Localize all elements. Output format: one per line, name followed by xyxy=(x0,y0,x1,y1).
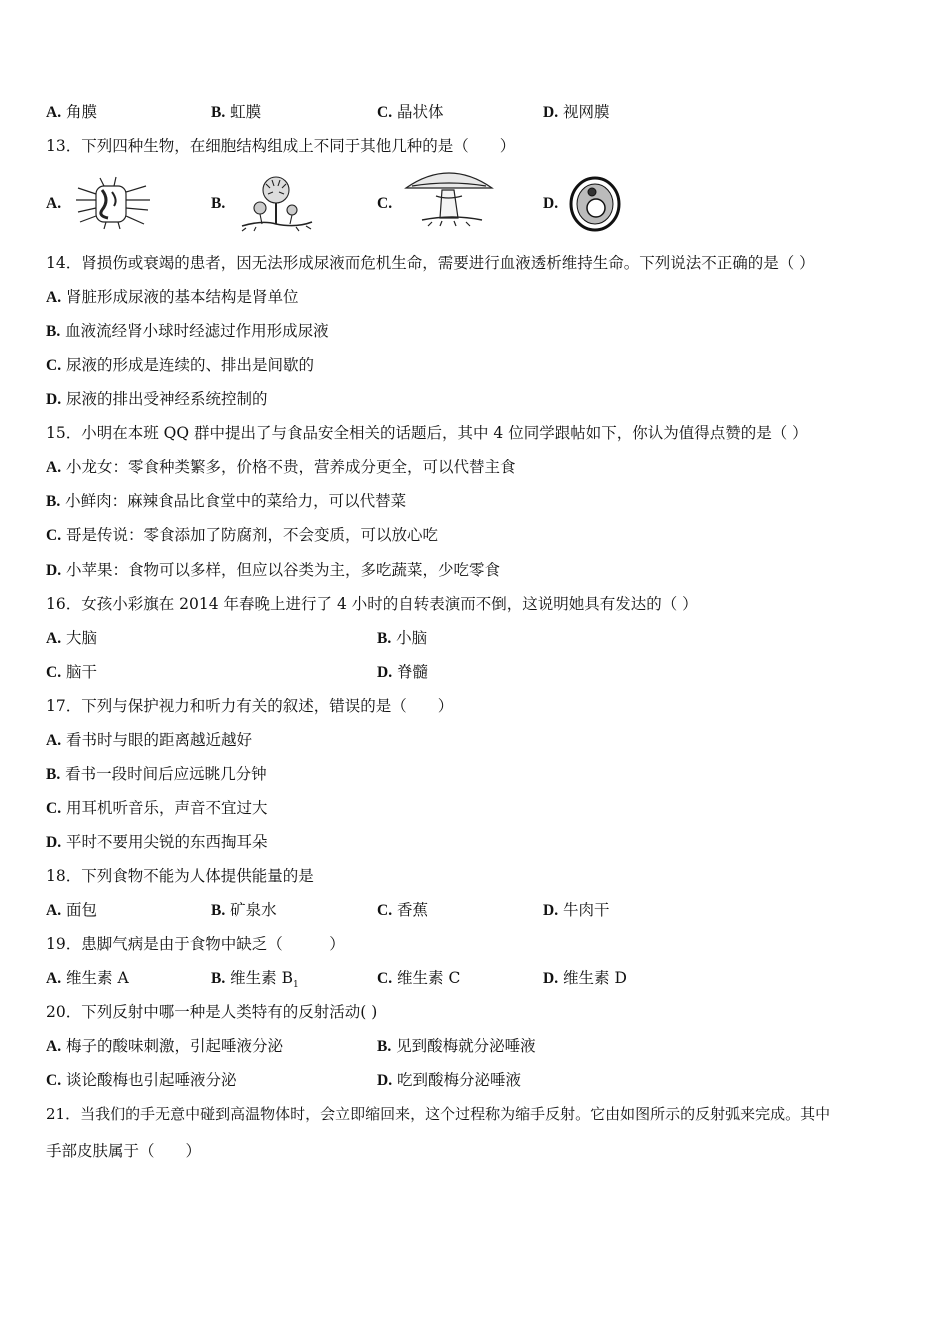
q15-option-b: B. 小鲜肉：麻辣食品比食堂中的菜给力，可以代替菜 xyxy=(46,492,407,510)
q16-option-b: B. 小脑 xyxy=(377,629,428,647)
q14-stem: 14．肾损伤或衰竭的患者，因无法形成尿液而危机生命，需要进行血液透析维持生命。下列说法不正确的是（ ） xyxy=(46,254,815,272)
q16-option-a: A. 大脑 xyxy=(46,629,98,647)
q19-option-b: B. 维生素 $B_1$ xyxy=(211,969,299,991)
q17-option-c: C. 用耳机听音乐，声音不宜过大 xyxy=(46,799,268,817)
q20-option-c: C. 谈论酸梅也引起唾液分泌 xyxy=(46,1071,237,1089)
q12-option-d: D. 视网膜 xyxy=(543,103,610,121)
q16-option-d: D. 脊髓 xyxy=(377,663,429,681)
q15-option-a: A. 小龙女：零食种类繁多，价格不贵，营养成分更全，可以代替主食 xyxy=(46,458,516,476)
q18-option-d: D. 牛肉干 xyxy=(543,901,610,919)
q19-option-a: A. 维生素 A xyxy=(46,969,129,987)
yeast-illustration xyxy=(568,176,622,232)
mold-illustration xyxy=(236,174,316,232)
q20-option-a: A. 梅子的酸味刺激，引起唾液分泌 xyxy=(46,1037,284,1055)
q16-stem: 16．女孩小彩旗在 2014 年春晚上进行了 4 小时的自转表演而不倒，这说明她具有发达的（ ） xyxy=(46,595,698,613)
q19-stem: 19．患脚气病是由于食物中缺乏（ ） xyxy=(46,935,345,953)
q17-option-b: B. 看书一段时间后应远眺几分钟 xyxy=(46,765,267,783)
q15-stem: 15．小明在本班 QQ 群中提出了与食品安全相关的话题后，其中 4 位同学跟帖如下，你认为值得点赞的是（ ） xyxy=(46,424,808,442)
q12-option-a: A. 角膜 xyxy=(46,103,98,121)
q13-label-b: B. xyxy=(211,195,226,212)
q20-option-d: D. 吃到酸梅分泌唾液 xyxy=(377,1071,522,1089)
q20-option-b: B. 见到酸梅就分泌唾液 xyxy=(377,1037,536,1055)
q18-stem: 18．下列食物不能为人体提供能量的是 xyxy=(46,867,314,885)
q13-label-a: A. xyxy=(46,195,62,212)
q20-stem: 20．下列反射中哪一种是人类特有的反射活动( ) xyxy=(46,1003,378,1021)
q12-option-c: C. 晶状体 xyxy=(377,103,444,121)
q15-option-c: C. 哥是传说：零食添加了防腐剂，不会变质，可以放心吃 xyxy=(46,526,439,544)
q18-option-c: C. 香蕉 xyxy=(377,901,429,919)
q14-option-b: B. 血液流经肾小球时经滤过作用形成尿液 xyxy=(46,322,329,340)
q21-stem-line1: 21．当我们的手无意中碰到高温物体时，会立即缩回来，这个过程称为缩手反射。它由如图所示的反射弧来完成。其中 xyxy=(46,1105,831,1123)
mushroom-illustration xyxy=(402,166,496,228)
q14-option-c: C. 尿液的形成是连续的、排出是间歇的 xyxy=(46,356,315,374)
bacterium-illustration xyxy=(74,176,152,230)
q13-label-c: C. xyxy=(377,195,393,212)
q17-option-d: D. 平时不要用尖锐的东西掏耳朵 xyxy=(46,833,268,851)
q19-option-c: C. 维生素 C xyxy=(377,969,461,987)
q17-option-a: A. 看书时与眼的距离越近越好 xyxy=(46,731,253,749)
q18-option-b: B. 矿泉水 xyxy=(211,901,277,919)
q15-option-d: D. 小苹果：食物可以多样，但应以谷类为主，多吃蔬菜，少吃零食 xyxy=(46,561,501,579)
q19-option-d: D. 维生素 D xyxy=(543,969,627,987)
q13-stem: 13．下列四种生物，在细胞结构组成上不同于其他几种的是（ ） xyxy=(46,137,516,155)
q14-option-a: A. 肾脏形成尿液的基本结构是肾单位 xyxy=(46,288,299,306)
q12-option-b: B. 虹膜 xyxy=(211,103,262,121)
q18-option-a: A. 面包 xyxy=(46,901,98,919)
q14-option-d: D. 尿液的排出受神经系统控制的 xyxy=(46,390,268,408)
q13-label-d: D. xyxy=(543,195,559,212)
q21-stem-line2: 手部皮肤属于（ ） xyxy=(46,1142,202,1160)
q17-stem: 17．下列与保护视力和听力有关的叙述，错误的是（ ） xyxy=(46,697,454,715)
q16-option-c: C. 脑干 xyxy=(46,663,98,681)
